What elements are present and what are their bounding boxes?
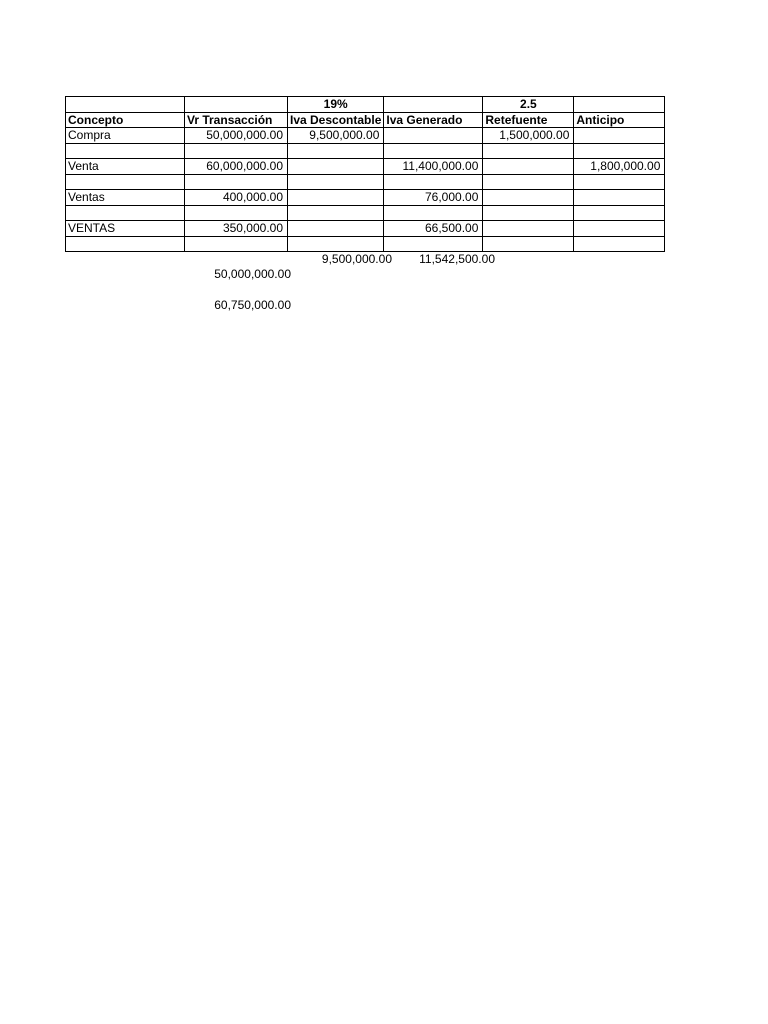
empty-cell[interactable] <box>66 143 185 159</box>
empty-cell[interactable] <box>483 143 574 159</box>
empty-cell[interactable] <box>288 236 384 252</box>
iva-rate-cell[interactable]: 19% <box>288 97 384 113</box>
header-anticipo[interactable]: Anticipo <box>574 112 665 128</box>
header-row <box>66 112 665 128</box>
total-vr-transaccion-1[interactable]: 50,000,000.00 <box>214 267 291 281</box>
iva-descontable-cell[interactable]: 9,500,000.00 <box>288 128 384 144</box>
empty-row <box>66 205 665 221</box>
empty-cell[interactable] <box>66 174 185 190</box>
empty-cell[interactable] <box>483 236 574 252</box>
tax-table <box>65 96 665 252</box>
retefuente-cell[interactable]: 1,500,000.00 <box>483 128 574 144</box>
cell-b1[interactable] <box>185 97 288 113</box>
table-row <box>66 159 665 175</box>
cell-a1[interactable] <box>66 97 185 113</box>
concepto-cell[interactable]: Venta <box>66 159 185 175</box>
cell-f1[interactable] <box>574 97 665 113</box>
total-vr-transaccion-2[interactable]: 60,750,000.00 <box>214 298 291 312</box>
empty-cell[interactable] <box>288 174 384 190</box>
empty-cell[interactable] <box>574 236 665 252</box>
empty-cell[interactable] <box>384 143 483 159</box>
table-row <box>66 190 665 206</box>
empty-cell[interactable] <box>574 174 665 190</box>
empty-row <box>66 174 665 190</box>
empty-cell[interactable] <box>185 143 288 159</box>
iva-descontable-cell[interactable] <box>288 221 384 237</box>
empty-cell[interactable] <box>288 205 384 221</box>
retefuente-cell[interactable] <box>483 159 574 175</box>
retefuente-cell[interactable] <box>483 221 574 237</box>
empty-cell[interactable] <box>483 174 574 190</box>
anticipo-cell[interactable] <box>574 221 665 237</box>
empty-cell[interactable] <box>384 236 483 252</box>
table-row <box>66 128 665 144</box>
anticipo-cell[interactable]: 1,800,000.00 <box>574 159 665 175</box>
rate-row <box>66 97 665 113</box>
vr-transaccion-cell[interactable]: 50,000,000.00 <box>185 128 288 144</box>
vr-transaccion-cell[interactable]: 350,000.00 <box>185 221 288 237</box>
iva-generado-cell[interactable] <box>384 128 483 144</box>
header-concepto[interactable]: Concepto <box>66 112 185 128</box>
empty-cell[interactable] <box>66 236 185 252</box>
anticipo-cell[interactable] <box>574 190 665 206</box>
retefuente-cell[interactable] <box>483 190 574 206</box>
header-vr-transaccion[interactable]: Vr Transacción <box>185 112 288 128</box>
empty-cell[interactable] <box>66 205 185 221</box>
total-iva-descontable[interactable]: 9,500,000.00 <box>321 252 392 266</box>
empty-cell[interactable] <box>185 205 288 221</box>
empty-row <box>66 236 665 252</box>
empty-cell[interactable] <box>384 205 483 221</box>
vr-transaccion-cell[interactable]: 400,000.00 <box>185 190 288 206</box>
total-iva-generado[interactable]: 11,542,500.00 <box>419 252 495 266</box>
anticipo-cell[interactable] <box>574 128 665 144</box>
empty-cell[interactable] <box>288 143 384 159</box>
header-iva-descontable[interactable]: Iva Descontable <box>288 112 384 128</box>
concepto-cell[interactable]: VENTAS <box>66 221 185 237</box>
iva-generado-cell[interactable]: 11,400,000.00 <box>384 159 483 175</box>
iva-generado-cell[interactable]: 76,000.00 <box>384 190 483 206</box>
concepto-cell[interactable]: Ventas <box>66 190 185 206</box>
iva-descontable-cell[interactable] <box>288 159 384 175</box>
empty-cell[interactable] <box>574 143 665 159</box>
empty-row <box>66 143 665 159</box>
table-row <box>66 221 665 237</box>
concepto-cell[interactable]: Compra <box>66 128 185 144</box>
iva-descontable-cell[interactable] <box>288 190 384 206</box>
vr-transaccion-cell[interactable]: 60,000,000.00 <box>185 159 288 175</box>
iva-generado-cell[interactable]: 66,500.00 <box>384 221 483 237</box>
cell-d1[interactable] <box>384 97 483 113</box>
empty-cell[interactable] <box>185 174 288 190</box>
empty-cell[interactable] <box>574 205 665 221</box>
empty-cell[interactable] <box>384 174 483 190</box>
header-iva-generado[interactable]: Iva Generado <box>384 112 483 128</box>
header-retefuente[interactable]: Retefuente <box>483 112 574 128</box>
empty-cell[interactable] <box>483 205 574 221</box>
retefuente-rate-cell[interactable]: 2.5 <box>483 97 574 113</box>
spreadsheet <box>65 96 665 252</box>
empty-cell[interactable] <box>185 236 288 252</box>
